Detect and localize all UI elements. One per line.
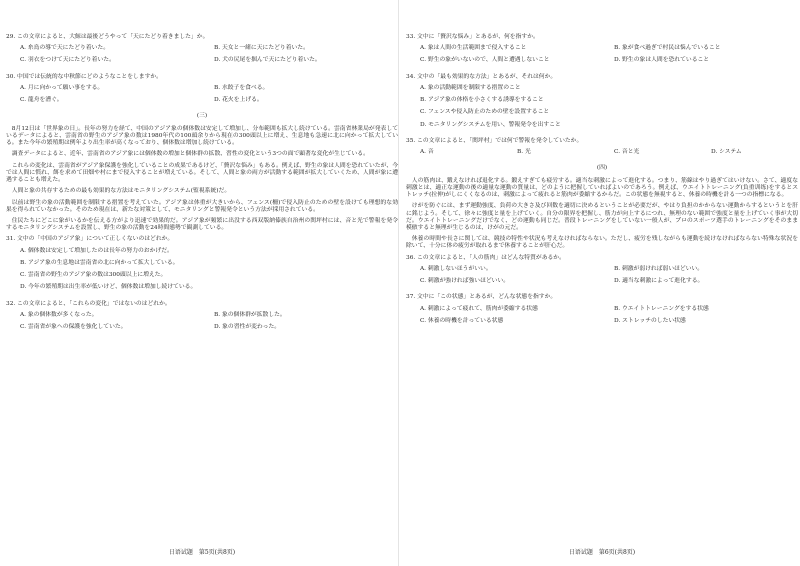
option-c: C. 雲南省が象への保護を強化していた。	[20, 324, 127, 331]
passage-paragraph: 人の筋肉は、鍛えなければ退化する。鍛えすぎても疲労する。適当な刺激によって進化する。つまり、筋線はやり過ぎてはいけない。さて、適度な刺激とは、適正な運動の後の適量な運動の質量は、どのように把握していればよいのであろう。例えば、ウエイトトレーニング(負重训练)をするとストレッチ(拉伸)がしにくくなるのは、刺激によって疲れると筋肉が委縮するからだ。この状態を無視すると、休養の時機を計る一つの指標になる。	[406, 177, 798, 199]
option-d: D. システム	[711, 149, 742, 156]
option-d: D. 今年の繁殖期は出生率が低いけど、個体数は増加し続けている。	[20, 284, 197, 291]
exam-page-6	[406, 0, 798, 566]
question-stem: 34. 文中の「最も効果的な方法」とあるが、それは何か。	[406, 73, 557, 80]
option-a: A. 象の個体数が多くなった。	[20, 311, 98, 318]
option-c: C. 雲南省の野生のアジア象の数は300頭以上に増えた。	[20, 272, 167, 279]
option-a: A. 象の活動範囲を制限する措置のこと	[420, 84, 521, 91]
question-32	[6, 301, 398, 332]
option-c: C. フェンスや侵入防止のための壁を設置すること	[420, 109, 550, 116]
option-b: B. 光	[517, 149, 531, 156]
question-stem: 29. この文章によると、大鯨は最後どうやって「天にたどり着きました」か。	[6, 34, 209, 40]
option-c: C. 刺激が強ければ強いほどいい。	[420, 278, 510, 285]
passage-paragraph: けがを防ぐには、まず運動強度、負荷の大きさ及び回数を適切に決めるということが必要だが、やはり負担のかからない運動からするというとを肝に銘じよう。そして、徐々に強度と量を上げていく。自分の限界を把握し、筋力が向上するにつれ、無理のない範囲で強度と量を上げていく事が大切だ。ウエイトトレーニングだけでなく、どの運動も同じだ。普段トレーニングをしていない一般人が、プロのスポーツ選手のトレーニングをそのまま模倣すると無理が生じるのは、けがの元だ。	[406, 203, 798, 231]
section-heading: (三)	[196, 113, 208, 120]
section-heading: (四)	[596, 165, 608, 172]
option-b: B. 刺激が弱ければ弱いほどいい。	[614, 265, 704, 272]
question-stem: 37. 文中に「この状態」とあるが、どんな状態を指すか。	[406, 294, 557, 301]
page-gutter	[398, 0, 399, 566]
question-stem: 33. 文中に「贅沢な悩み」とあるが、何を指すか。	[406, 34, 539, 40]
passage-paragraph: これらの変化は、雲南省がアジア象保護を強化していることの成果であるけど、「贅沢な悩み」もある。例えば、野生の象は人間を恐れていたが、今では人間に慣れ、餌を求めて田畑や村にまで侵入することが増えている。そして、人間と象の両方が活動する範囲が拡大していくため、人間が象に遭遇することも増えた。	[6, 162, 398, 184]
option-c: C. 音と光	[614, 149, 640, 156]
option-b: B. 象が食べ過ぎで村民は悩んでいること	[614, 45, 721, 52]
page-footer: 日语试题 第5页(共8页)	[168, 548, 236, 556]
option-d: D. 適当な刺激によって進化する。	[614, 278, 704, 285]
option-c: C. 休養の時機を計っている状態	[420, 317, 504, 324]
page-footer: 日语试题 第6页(共8页)	[568, 548, 636, 556]
question-29	[6, 34, 398, 65]
question-stem: 32. この文章によると、「これらの変化」ではないのはどれか。	[6, 300, 171, 307]
question-34	[406, 74, 798, 129]
option-a: A. 象は人間の生活範囲まで侵入すること	[420, 45, 527, 52]
option-d: D. 犬の尻尾を掴んで天にたどり着いた。	[214, 57, 321, 64]
question-stem: 35. この文章によると、「関坪村」では何で警報を発令していたか。	[406, 137, 583, 144]
passage-paragraph: 以前は野生の象の活動範囲を制限する措置を考えていた。アジア象は体重が大きいから、フェンス(柵)で侵入防止のための壁を設けても理想的な効果を得られていなかった。そのため現在は、新たな対策として、モニタリングと警報発令という方法が採用されている。	[6, 199, 398, 213]
option-b: B. 水餃子を食べる。	[214, 84, 269, 91]
option-d: D. 象の習性が変わった。	[214, 324, 281, 331]
option-a: A. 刺激しないほうがいい。	[420, 265, 492, 272]
passage-paragraph: 住民たちにどこに象がいるかを伝える方がより迅速で効果的だ。アジア象が頻繁に出没する西双版納傣族自治州の関坪村には、音と光で警報を発令するモニタリングシステムを設置し、野生の象の活動を24時間態勢で観測している。	[6, 217, 398, 232]
option-d: D. 野生の象は人間を恐れていること	[614, 57, 710, 64]
passage-paragraph: 休養の時間や長さに関しては、競技の特性や状況も考えなければならない。ただし、疲労を残しながらも運動を続けなければならない特殊な状況を除いて、十分に体の疲労が取れるまで休養することが肝心だ。	[406, 236, 798, 250]
option-d: D. 花火を上げる。	[214, 97, 263, 104]
option-d: D. モニタリングシステムを用い、警報発令を出すこと	[420, 121, 561, 128]
option-c: C. 野生の象がいないので、人間と遭遇しないこと	[420, 57, 550, 64]
option-b: B. アジア象の生息地は雲南省の北に向かって拡大している。	[20, 259, 179, 266]
option-b: B. 象の個体群が拡散した。	[214, 311, 286, 318]
option-a: A. 月に向かって願い事をする。	[20, 84, 104, 91]
reading-passage	[406, 178, 798, 251]
option-a: A. 音	[420, 149, 434, 156]
option-a: A. 個体数は安定して増加したのは長年の努力のおかげだ。	[20, 247, 173, 254]
question-33	[406, 34, 798, 65]
option-c: C. 羽衣をつけて天にたどり着いた。	[20, 57, 115, 64]
passage-paragraph: 人間と象の共存するための最も効果的な方法はモニタリングシステム(監視系統)だ。	[11, 188, 231, 195]
question-stem: 31. 文中の「中国のアジア象」について正しくないのはどれか。	[6, 236, 174, 243]
question-31	[6, 236, 398, 291]
question-35	[406, 138, 798, 156]
passage-paragraph: 8月12日は「世界象の日」。長年の努力を経て、中国のアジア象の個体数は安定して増加し、分布範囲も拡大し続けている。雲南省林業局が発表しているデータによると、雲南省の野生のアジア象の数は1980年代の100頭余りから現在の300頭以上に増え、生息地も急速に北に向かって拡大している。また今年の繁殖期は例年より出生率が高くなっており、個体数は増加し続けている。	[6, 125, 398, 147]
question-stem: 30. 中国では伝統的な中秋節にどのようなことをしますか。	[6, 73, 162, 80]
exam-page-5	[6, 0, 398, 566]
question-stem: 36. この文章によると、「人の筋肉」はどんな特質があるか。	[406, 254, 565, 261]
option-a: A. 刺激によって疲れて、筋肉が委縮する状態	[420, 305, 538, 312]
option-b: B. アジア象の体格を小さくする誘導をすること	[420, 97, 544, 104]
question-37	[406, 294, 798, 325]
reading-passage	[6, 126, 398, 233]
option-a: A. 糸鳥の導で天にたどり着いた。	[20, 45, 110, 52]
passage-paragraph: 調査データによると、近年、雲南省のアジア象には個体数の増加と個体群の拡散、習性の変化という3つの面で顕著な変化が生じている。	[11, 151, 369, 158]
question-36	[406, 255, 798, 286]
question-30	[6, 74, 398, 105]
option-b: B. ウエイトトレーニングをする状態	[614, 305, 709, 312]
option-c: C. 龍舟を漕ぐ。	[20, 97, 63, 104]
option-b: B. 天女と一緒に天にたどり着いた。	[214, 45, 309, 52]
option-d: D. ストレッチのしたい状態	[614, 317, 686, 324]
